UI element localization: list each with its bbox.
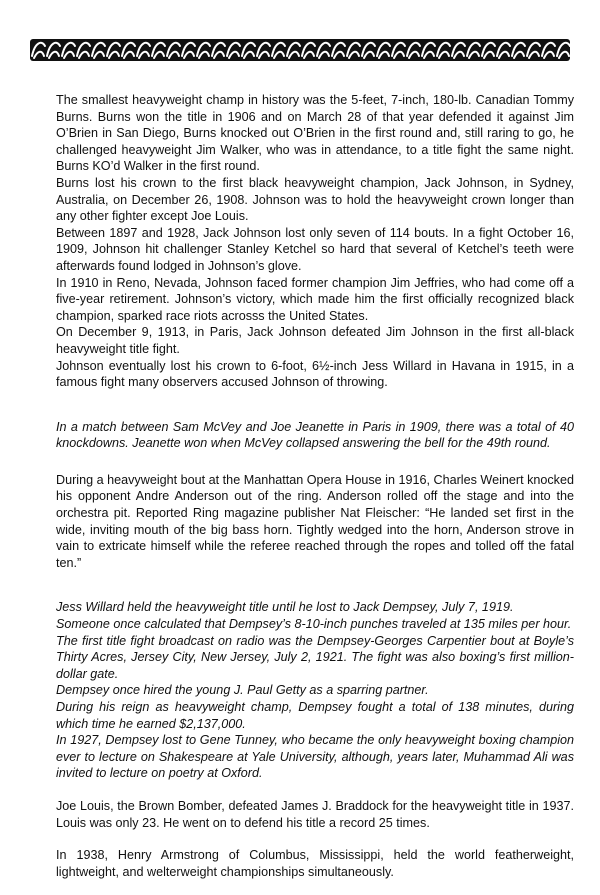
rope-strand	[77, 43, 90, 58]
paragraph: On December 9, 1913, in Paris, Jack Johnson defeated Jim Johnson in the first all-black heavyweight title fight.	[56, 325, 574, 356]
rope-strand	[467, 43, 480, 58]
paragraph: Joe Louis, the Brown Bomber, defeated James J. Braddock for the heavyweight title in 1937. Louis was only 23. He went on to defend his title a record 25 times.	[56, 798, 574, 830]
section-heavyweight-history	[56, 92, 574, 391]
paragraph: Between 1897 and 1928, Jack Johnson lost only seven of 114 bouts. In a fight October 16, 1909, Johnson hit challenger Stanley Ketchel so hard that several of Ketchel’s teeth were afterwards found lodged in Johnson’s glove.	[56, 225, 574, 273]
rope-strand	[332, 43, 345, 58]
rope-strand	[107, 43, 120, 58]
note: The first title fight broadcast on radio was the Dempsey-Georges Carpentier bout at Boyle’s Thirty Acres, Jersey City, New Jersey, July 2, 1921. The fight was also boxing’s first million-dollar gate.	[56, 633, 574, 681]
paragraph: Johnson eventually lost his crown to 6-foot, 6½-inch Jess Willard in Havana in 1915, in a famous fight many observers accused Johnson of throwing.	[56, 358, 574, 390]
rope-strand	[377, 43, 390, 58]
rope-strand	[512, 43, 525, 58]
rope-strand	[242, 43, 255, 58]
note: In 1927, Dempsey lost to Gene Tunney, who became the only heavyweight boxing champion ever to lecture on Shakespeare at Yale University, although, years later, Muhammad Ali was invited to lecture on poetry at Oxford.	[56, 733, 574, 781]
article-body	[56, 92, 574, 880]
rope-strand	[167, 43, 180, 58]
rope-strands	[30, 36, 570, 64]
rope-strand	[347, 43, 360, 58]
rope-strand	[452, 43, 465, 58]
rope-strand	[47, 43, 60, 58]
note: Dempsey once hired the young J. Paul Getty as a sparring partner.	[56, 683, 429, 698]
rope-strand	[527, 43, 540, 58]
rope-strand	[287, 43, 300, 58]
note: Jess Willard held the heavyweight title until he lost to Jack Dempsey, July 7, 1919.	[56, 600, 514, 615]
rope-strand	[122, 43, 135, 58]
paragraph: The smallest heavyweight champ in history was the 5-feet, 7-inch, 180-lb. Canadian Tommy Burns. Burns won the title in 1906 and on March 28 of that year defended it against Jim O’Brien in San Diego, Burns knocked out O’Brien in the first round and, still raring to go, he challenged heavyweight Jim Walker, who was in attendance, to a title fight the same night. Burns KO’d Walker in the first round.	[56, 93, 574, 174]
rope-strand	[197, 43, 210, 58]
rope-strand	[362, 43, 375, 58]
rope-strand	[557, 43, 570, 58]
rope-strand	[32, 43, 45, 58]
rope-strand	[407, 43, 420, 58]
rope-strand	[542, 43, 555, 58]
rope-border-decoration	[30, 36, 570, 64]
rope-strand	[272, 43, 285, 58]
rope-strand	[422, 43, 435, 58]
rope-strand	[92, 43, 105, 58]
rope-strand	[227, 43, 240, 58]
rope-strand	[302, 43, 315, 58]
rope-strand	[182, 43, 195, 58]
paragraph: In 1938, Henry Armstrong of Columbus, Mississippi, held the world featherweight, lightweight, and welterweight championships simultaneously.	[56, 848, 574, 879]
rope-strand	[257, 43, 270, 58]
rope-strand	[317, 43, 330, 58]
rope-strand	[152, 43, 165, 58]
note: Someone once calculated that Dempsey’s 8-10-inch punches traveled at 135 miles per hour.	[56, 617, 572, 632]
rope-strand	[392, 43, 405, 58]
rope-strand	[137, 43, 150, 58]
paragraph: Burns lost his crown to the first black heavyweight champion, Jack Johnson, in Sydney, Australia, on December 26, 1908. Johnson was to hold the heavyweight crown longer than any other fighter except Joe Louis.	[56, 175, 574, 224]
rope-strand	[212, 43, 225, 58]
paragraph: In 1910 in Reno, Nevada, Johnson faced former champion Jim Jeffries, who had come off a five-year retirement. Johnson’s victory, which made him the first officially recognized black champion, sparked race riots acrosss the United States.	[56, 275, 574, 323]
rope-strand	[482, 43, 495, 58]
note: During his reign as heavyweight champ, Dempsey fought a total of 138 minutes, during which time he earned $2,137,000.	[56, 700, 574, 731]
rope-strand	[437, 43, 450, 58]
rope-strand	[497, 43, 510, 58]
section-dempsey-notes	[56, 599, 574, 782]
rope-strand	[62, 43, 75, 58]
paragraph-italic: In a match between Sam McVey and Joe Jeanette in Paris in 1909, there was a total of 40 knockdowns. Jeanette won when McVey collapsed answering the bell for the 49th round.	[56, 419, 574, 451]
paragraph: During a heavyweight bout at the Manhattan Opera House in 1916, Charles Weinert knocked his opponent Andre Anderson out of the ring. Anderson rolled off the stage and into the orchestra pit. Reported Ring magazine publisher Nat Fleischer: “He landed set first in the wide, inviting mouth of the big bass horn. Tightly wedged into the horn, Anderson strove in vain to extricate himself while the referee reached through the ropes and tolled off the fatal ten.”	[56, 472, 574, 570]
